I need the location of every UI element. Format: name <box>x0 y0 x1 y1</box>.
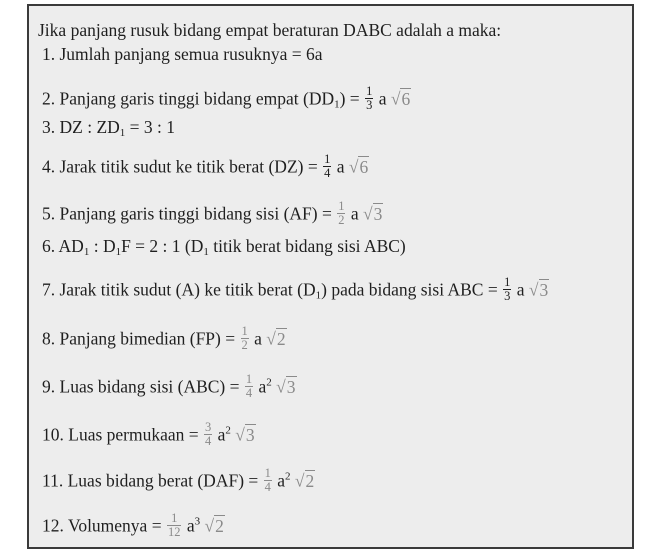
item-text: Luas bidang berat (DAF) = <box>67 470 259 491</box>
square-root: √3 <box>528 279 549 300</box>
fraction-numerator: 1 <box>241 324 248 338</box>
item-number: 9. <box>42 376 56 397</box>
subscript: 1 <box>203 246 209 258</box>
variable: a <box>217 424 226 445</box>
item-text-after: = 3 : 1 <box>125 117 176 137</box>
fraction <box>204 421 212 448</box>
exponent: 2 <box>225 424 231 437</box>
fraction <box>245 373 253 400</box>
radicand: 3 <box>286 376 296 397</box>
variable: a <box>350 203 359 224</box>
fraction <box>241 325 249 352</box>
list-item <box>42 372 297 402</box>
radicand: 2 <box>305 470 315 491</box>
item-text: DZ : ZD <box>59 117 120 137</box>
item-number: 11. <box>42 470 64 491</box>
subscript: 1 <box>83 246 90 258</box>
item-text: Luas permukaan = <box>68 424 199 445</box>
subscript: 1 <box>119 127 126 139</box>
radicand: 3 <box>373 203 383 224</box>
list-item <box>42 466 315 496</box>
fraction-denominator: 4 <box>205 434 212 449</box>
radicand: 3 <box>245 424 255 445</box>
square-root: √3 <box>363 203 383 224</box>
item-text: Jarak titik sudut ke titik berat (DZ) = <box>59 156 318 177</box>
fraction-denominator: 4 <box>264 480 271 495</box>
variable: a <box>258 376 267 397</box>
square-root: √2 <box>294 470 315 491</box>
square-root: √3 <box>276 376 296 397</box>
fraction-denominator: 12 <box>167 525 181 540</box>
item-number: 1. <box>42 44 56 64</box>
item-text-after2: titik berat bidang sisi ABC) <box>208 236 406 256</box>
fraction <box>337 200 345 227</box>
list-item <box>42 199 383 229</box>
square-root: √2 <box>266 328 286 349</box>
fraction-numerator: 1 <box>504 275 511 289</box>
list-item <box>42 84 411 114</box>
variable: a <box>186 515 195 536</box>
list-item <box>42 119 175 137</box>
item-text-after: ) pada bidang sisi ABC = <box>321 279 498 300</box>
item-text: Panjang garis tinggi bidang sisi (AF) = <box>59 203 332 224</box>
radicand: 6 <box>401 88 411 109</box>
square-root: √6 <box>348 156 369 177</box>
fraction-denominator: 2 <box>241 338 248 353</box>
item-text-mid: : D <box>89 236 116 256</box>
square-root: √3 <box>235 424 255 445</box>
fraction-numerator: 1 <box>245 372 253 386</box>
properties-box <box>27 4 634 549</box>
item-text-after: F = 2 : 1 (D <box>121 236 204 256</box>
fraction-denominator: 4 <box>245 386 253 401</box>
item-text: Volumenya = <box>67 515 162 536</box>
fraction-numerator: 1 <box>324 152 331 166</box>
exponent: 3 <box>194 515 201 528</box>
list-item <box>42 238 406 256</box>
item-number: 7. <box>42 279 56 300</box>
radicand: 6 <box>359 156 369 177</box>
fraction-numerator: 1 <box>366 84 373 98</box>
item-number: 2. <box>42 88 56 109</box>
radicand: 2 <box>276 328 286 349</box>
item-text: Luas bidang sisi (ABC) = <box>59 376 240 397</box>
fraction-numerator: 3 <box>205 420 212 434</box>
item-text-after: ) = <box>339 88 360 109</box>
square-root: √6 <box>390 88 411 109</box>
exponent: 2 <box>266 376 272 389</box>
item-text: Jumlah panjang semua rusuknya = 6a <box>59 44 323 64</box>
fraction <box>365 85 373 112</box>
fraction-denominator: 2 <box>338 213 345 228</box>
item-text: Panjang bimedian (FP) = <box>59 328 236 349</box>
subscript: 1 <box>334 98 340 111</box>
fraction-denominator: 4 <box>324 166 331 181</box>
radicand: 3 <box>539 279 549 300</box>
fraction <box>323 153 331 180</box>
item-number: 12. <box>42 515 64 536</box>
item-text: Panjang garis tinggi bidang empat (DD <box>59 88 335 109</box>
item-number: 5. <box>42 203 56 224</box>
fraction-numerator: 1 <box>264 466 271 480</box>
item-number: 3. <box>42 117 56 137</box>
list-item <box>42 324 287 354</box>
fraction <box>264 467 272 494</box>
list-item <box>42 152 369 182</box>
variable: a <box>378 88 387 109</box>
item-number: 4. <box>42 156 56 177</box>
fraction-denominator: 3 <box>504 289 511 304</box>
fraction-numerator: 1 <box>338 199 345 213</box>
fraction-denominator: 3 <box>366 98 373 113</box>
radicand: 2 <box>215 515 224 536</box>
list-item <box>42 275 549 305</box>
intro-text: Jika panjang rusuk bidang empat beraturan DABC adalah a maka: <box>38 20 502 40</box>
item-number: 6. <box>42 236 56 256</box>
variable: a <box>336 156 345 177</box>
item-number: 10. <box>42 424 64 445</box>
item-text: AD <box>58 236 84 256</box>
item-number: 8. <box>42 328 56 349</box>
square-root: √2 <box>204 515 224 536</box>
fraction-numerator: 1 <box>167 512 182 526</box>
fraction <box>503 276 511 303</box>
variable: a <box>254 328 262 349</box>
item-text: Jarak titik sudut (A) ke titik berat (D <box>59 279 316 300</box>
variable: a <box>516 279 525 300</box>
list-item <box>42 420 256 450</box>
exponent: 2 <box>285 470 291 483</box>
list-item <box>42 46 323 64</box>
variable: a <box>277 470 286 491</box>
subscript: 1 <box>315 289 322 302</box>
fraction <box>167 512 182 539</box>
subscript: 1 <box>115 246 122 258</box>
list-item <box>42 511 225 541</box>
